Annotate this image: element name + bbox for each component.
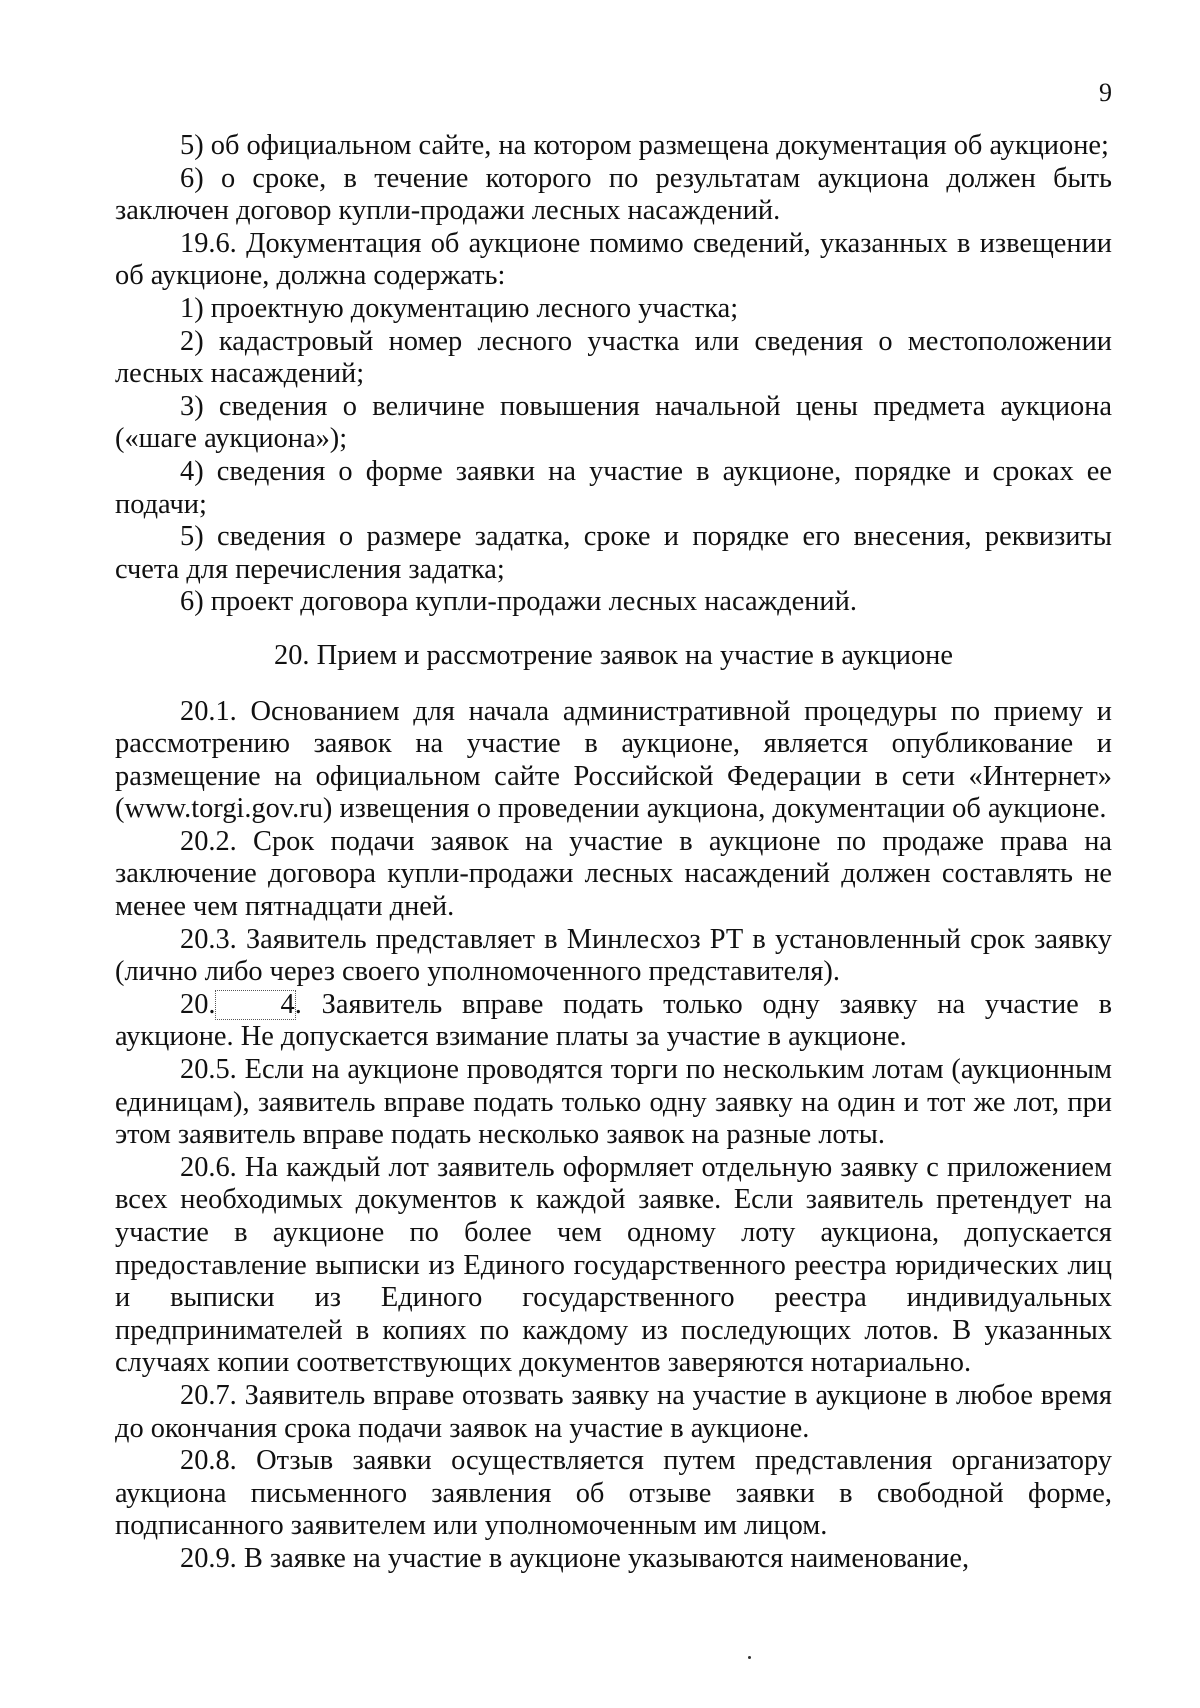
list-item-draft-contract: 6) проект договора купли-продажи лесных насаждений. bbox=[180, 586, 857, 618]
paragraph-20-9: 20.9. В заявке на участие в аукционе указываются наименование, bbox=[180, 1542, 970, 1574]
paragraph-19-6: 19.6. Документация об аукционе помимо сведений, указанных в извещении об аукционе, должна содержать: bbox=[115, 227, 1112, 292]
boxed-digit-marker: 4 bbox=[216, 991, 295, 1019]
paragraph-20-4-text: . Заявитель вправе подать только одну заявку на участие в аукционе. Не допускается взимание платы за участие в аукционе. bbox=[115, 988, 1112, 1053]
list-item-application-form: 4) сведения о форме заявки на участие в аукционе, порядке и сроках ее подачи; bbox=[115, 455, 1112, 520]
paragraph-20-7: 20.7. Заявитель вправе отозвать заявку на участие в аукционе в любое время до окончания срока подачи заявок на участие в аукционе. bbox=[115, 1379, 1112, 1444]
paragraph-20-4-prefix: 20. bbox=[180, 988, 216, 1020]
section-heading: 20. Прием и рассмотрение заявок на участие в аукционе bbox=[274, 639, 953, 671]
paragraph-20-5: 20.5. Если на аукционе проводятся торги по нескольким лотам (аукционным единицам), заявитель вправе подать только одну заявку на один и тот же лот, при этом заявитель вправе подать несколько заявок на разные лоты. bbox=[115, 1054, 1112, 1151]
document-body bbox=[115, 130, 1112, 1576]
paragraph-20-8: 20.8. Отзыв заявки осуществляется путем представления организатору аукциона письменного заявления об отзыве заявки в свободной форме, подписанного заявителем или уполномоченным им лицом. bbox=[115, 1445, 1112, 1542]
list-item-auction-step: 3) сведения о величине повышения начальной цены предмета аукциона («шаге аукциона»); bbox=[115, 390, 1112, 455]
paragraph-official-site: 5) об официальном сайте, на котором размещена документация об аукционе; bbox=[180, 130, 1109, 161]
paragraph-20-1: 20.1. Основанием для начала административной процедуры по приему и рассмотрению заявок на участие в аукционе, является опубликование и размещение на официальном сайте Российской Федерации в сети «Интернет» (www.torgi.gov.ru) извещения о проведении аукциона, документации об аукционе. bbox=[115, 695, 1112, 825]
list-item-project-documentation: 1) проектную документацию лесного участка; bbox=[180, 292, 739, 324]
paragraph-20-4 bbox=[115, 989, 1112, 1054]
paragraph-contract-term: 6) о сроке, в течение которого по результатам аукциона должен быть заключен договор купли-продажи лесных насаждений. bbox=[115, 162, 1112, 227]
page-number: 9 bbox=[1099, 78, 1112, 107]
paragraph-20-3: 20.3. Заявитель представляет в Минлесхоз РТ в установленный срок заявку (лично либо через своего уполномоченного представителя). bbox=[115, 923, 1112, 988]
paragraph-20-6: 20.6. На каждый лот заявитель оформляет отдельную заявку с приложением всех необходимых документов к каждой заявке. Если заявитель претендует на участие в аукционе по более чем одному лоту аукциона, допускается предоставление выписки из Единого государственного реестра юридических лиц и выписки из Единого государственного реестра индивидуальных предпринимателей в копиях по каждому из последующих лотов. В указанных случаях копии соответствующих документов заверяются нотариально. bbox=[115, 1151, 1112, 1379]
list-item-deposit: 5) сведения о размере задатка, сроке и порядке его внесения, реквизиты счета для перечисления задатка; bbox=[115, 521, 1112, 585]
scan-speck bbox=[748, 1656, 751, 1659]
list-item-cadastral-number: 2) кадастровый номер лесного участка или сведения о местоположении лесных насаждений; bbox=[115, 325, 1112, 390]
paragraph-20-2: 20.2. Срок подачи заявок на участие в аукционе по продаже права на заключение договора купли-продажи лесных насаждений должен составлять не менее чем пятнадцати дней. bbox=[115, 825, 1112, 923]
